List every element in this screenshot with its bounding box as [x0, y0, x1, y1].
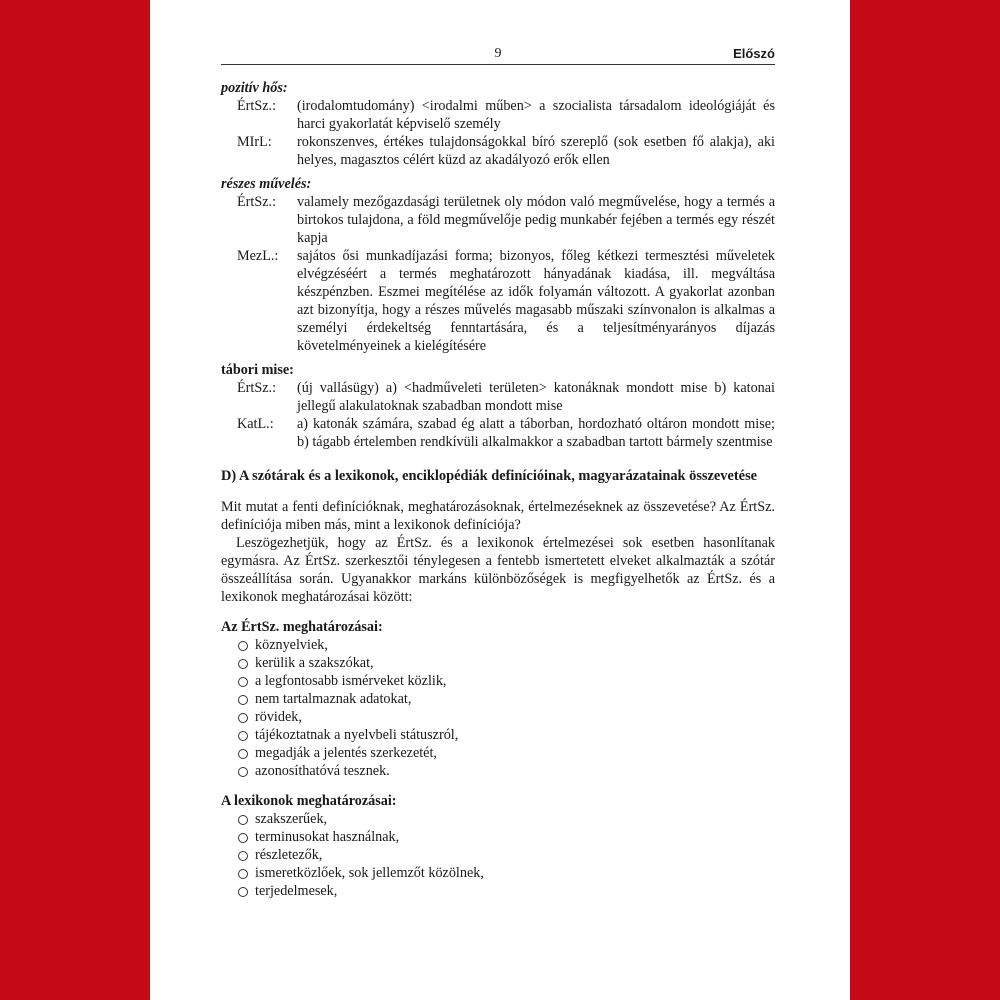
- circle-icon: [238, 767, 248, 777]
- definition-text: rokonszenves, értékes tulajdonságokkal bíró szereplő (sok esetben fő alakja), aki helyes, magasztos célért küzd az akadályozó erők ellen: [297, 134, 775, 168]
- list-item: terjedelmesek,: [238, 882, 775, 900]
- circle-icon: [238, 659, 248, 669]
- circle-icon: [238, 833, 248, 843]
- dictionary-entry: [221, 79, 775, 169]
- list-item: kerülik a szakszókat,: [238, 654, 775, 672]
- circle-icon: [238, 749, 248, 759]
- paragraph: Mit mutat a fenti definícióknak, meghatározásoknak, értelmezéseknek az összevetése? Az ÉrtSz. definíciója miben más, mint a lexikonok definíciója?: [221, 499, 775, 533]
- list-item: ismeretközlőek, sok jellemzőt közölnek,: [238, 864, 775, 882]
- circle-icon: [238, 851, 248, 861]
- list-item: szakszerűek,: [238, 810, 775, 828]
- definition-text: (irodalomtudomány) <irodalmi műben> a szocialista társadalom ideológiáját és harci gyakorlatát képviselő személy: [297, 98, 775, 132]
- list-title: A lexikonok meghatározásai:: [221, 793, 397, 809]
- entry-term: részes művelés:: [221, 176, 312, 192]
- entry-term: tábori mise:: [221, 362, 294, 378]
- lexikon-list: [221, 810, 775, 900]
- circle-icon: [238, 731, 248, 741]
- running-header: [221, 44, 775, 65]
- definition-text: a) katonák számára, szabad ég alatt a táborban, hordozható oltáron mondott mise; b) tágabb értelemben rendkívüli alkalmakkor a szabadban tartott bármely szentmise: [297, 416, 775, 450]
- list-item: nem tartalmaznak adatokat,: [238, 690, 775, 708]
- definition-text: sajátos ősi munkadíjazási forma; bizonyos, főleg kétkezi termesztési műveletek elvégzéséért a termés meghatározott hányadának kiadása, ill. megváltása készpénzben. Eszmei megítélése az idők folyamán változott. A gyakorlat azonban azt bizonyítja, hogy a részes művelés magasabb műszaki színvonalon is alkalmas a személyi érdekeltség fenntartására, és a teljesítményarányos díjazás követelményeinek a kielégítésére: [297, 248, 775, 354]
- definition: [221, 133, 775, 169]
- entry-term: pozitív hős:: [221, 80, 288, 96]
- page-number: 9: [494, 46, 502, 61]
- definition-source: ÉrtSz.:: [237, 98, 277, 114]
- circle-icon: [238, 641, 248, 651]
- definition-source: ÉrtSz.:: [237, 380, 277, 396]
- list-item: azonosíthatóvá tesznek.: [238, 762, 775, 780]
- page-content: [221, 44, 775, 900]
- definition-source: MIrL:: [237, 134, 272, 150]
- definition-text: valamely mezőgazdasági területnek oly módon való megművelése, hogy a termés a birtokos tulajdona, a föld megművelője pedig munkabér fejében a termés egy részét kapja: [297, 194, 775, 246]
- list-title: Az ÉrtSz. meghatározásai:: [221, 619, 383, 635]
- circle-icon: [238, 887, 248, 897]
- list-item: tájékoztatnak a nyelvbeli státuszról,: [238, 726, 775, 744]
- dictionary-entry: [221, 175, 775, 355]
- list-item: rövidek,: [238, 708, 775, 726]
- section-heading: D) A szótárak és a lexikonok, enciklopédiák definícióinak, magyarázatainak összevetése: [221, 468, 758, 484]
- list-item: megadják a jelentés szerkezetét,: [238, 744, 775, 762]
- ertsz-list: [221, 636, 775, 780]
- definition: [221, 97, 775, 133]
- definition-source: MezL.:: [237, 248, 279, 264]
- circle-icon: [238, 713, 248, 723]
- dictionary-entry: [221, 361, 775, 451]
- circle-icon: [238, 695, 248, 705]
- circle-icon: [238, 677, 248, 687]
- section-title: Előszó: [733, 46, 775, 61]
- list-item: a legfontosabb ismérveket közlik,: [238, 672, 775, 690]
- definition: [221, 379, 775, 415]
- list-item: köznyelviek,: [238, 636, 775, 654]
- circle-icon: [238, 869, 248, 879]
- definition-source: KatL.:: [237, 416, 274, 432]
- list-item: részletezők,: [238, 846, 775, 864]
- list-item: terminusokat használnak,: [238, 828, 775, 846]
- definition: [221, 247, 775, 355]
- definition-source: ÉrtSz.:: [237, 194, 277, 210]
- book-page: [150, 0, 850, 1000]
- definition-text: (új vallásügy) a) <hadműveleti területen> katonáknak mondott mise b) katonai jellegű alakulatoknak szabadban mondott mise: [297, 380, 775, 414]
- definition: [221, 415, 775, 451]
- paragraph: Leszögezhetjük, hogy az ÉrtSz. és a lexikonok értelmezései sok esetben hasonlítanak egymásra. Az ÉrtSz. szerkesztői ténylegesen a fentebb ismertetett elveket alkalmazták a szótár összeállítása során. Ugyanakkor markáns különbözőségek is megfigyelhetők az ÉrtSz. és a lexikonok meghatározásai között:: [221, 535, 775, 605]
- circle-icon: [238, 815, 248, 825]
- definition: [221, 193, 775, 247]
